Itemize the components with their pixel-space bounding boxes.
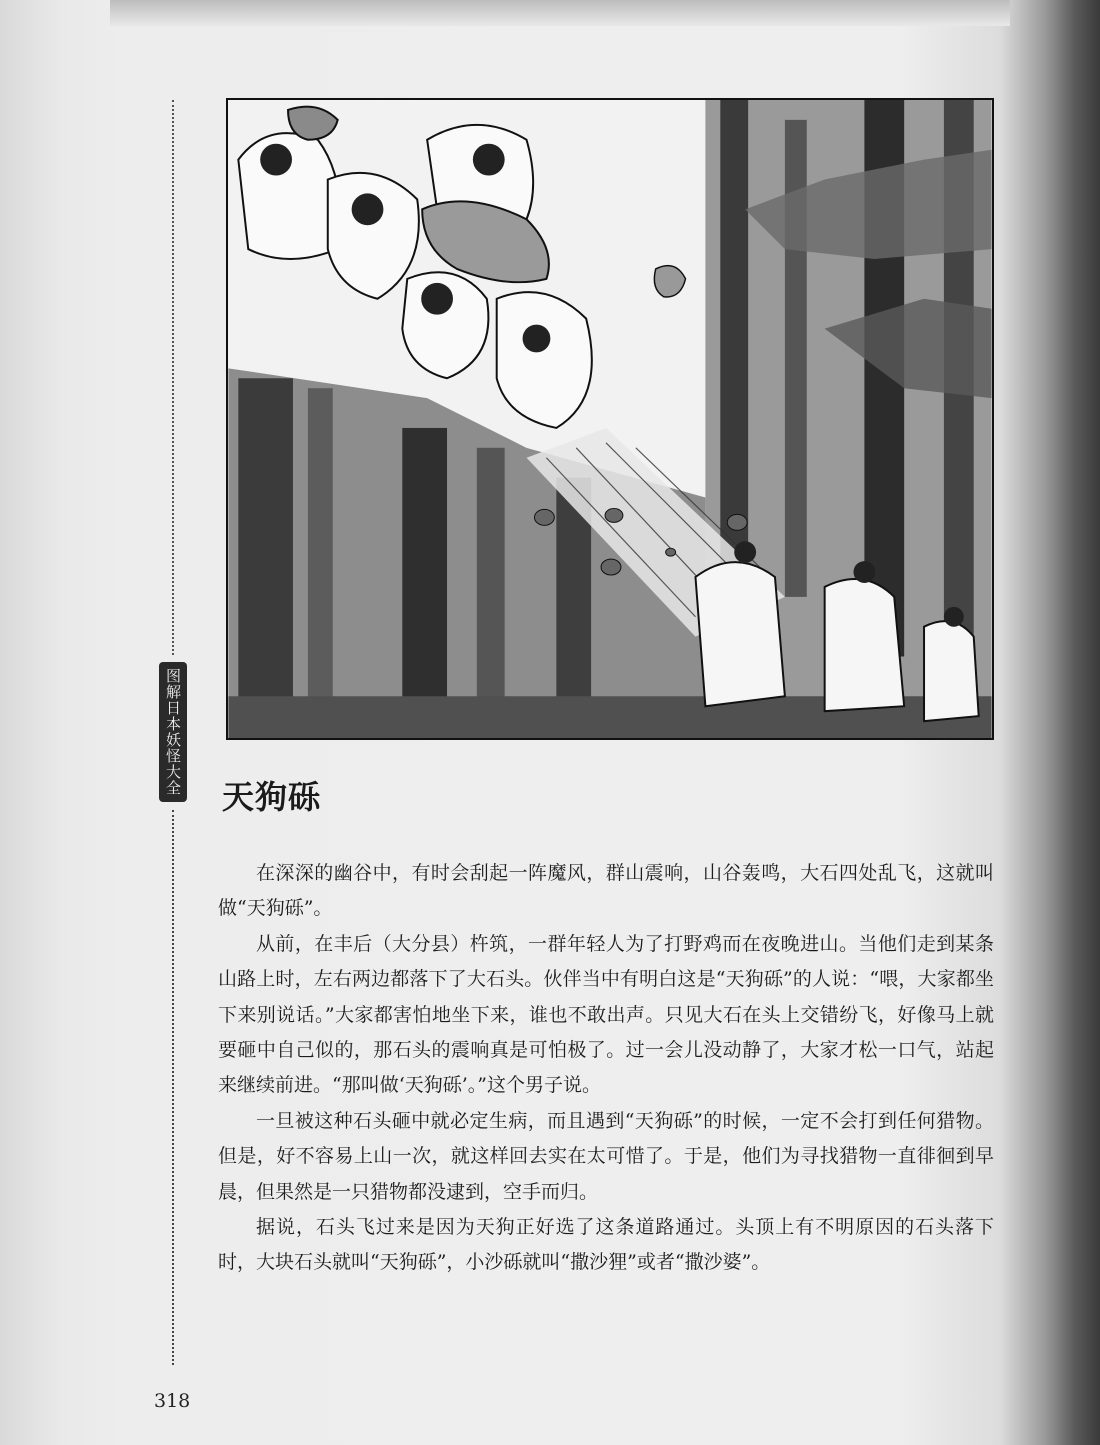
article-body (218, 856, 994, 1281)
paragraph: 据说，石头飞过来是因为天狗正好选了这条道路通过。头顶上有不明原因的石头落下时，大块石头就叫“天狗砾”，小沙砾就叫“撒沙狸”或者“撒沙婆”。 (218, 1216, 994, 1274)
page-edge (110, 0, 1010, 26)
margin-dots-upper (172, 100, 174, 655)
paragraph: 一旦被这种石头砸中就必定生病，而且遇到“天狗砾”的时候，一定不会打到任何猎物。但是，好不容易上山一次，就这样回去实在太可惜了。于是，他们为寻找猎物一直徘徊到早晨，但果然是一只猎物都没逮到，空手而归。 (218, 1109, 994, 1203)
book-series-tab: 图解日本妖怪大全 (159, 662, 187, 802)
margin-dots-lower (172, 810, 174, 1365)
illustration-drawing (228, 100, 992, 738)
paragraph: 在深深的幽谷中，有时会刮起一阵魔风，群山震响，山谷轰鸣，大石四处乱飞，这就叫做“天狗砾”。 (218, 862, 994, 920)
illustration-tengu-stones (226, 98, 994, 740)
article-title: 天狗砾 (222, 778, 322, 816)
page-number: 318 (154, 1390, 191, 1412)
paragraph: 从前，在丰后（大分县）杵筑，一群年轻人为了打野鸡而在夜晚进山。当他们走到某条山路上时，左右两边都落下了大石头。伙伴当中有明白这是“天狗砾”的人说：“喂，大家都坐下来别说话。”大家都害怕地坐下来，谁也不敢出声。只见大石在头上交错纷飞，好像马上就要砸中自己似的，那石头的震响真是可怕极了。过一会儿没动静了，大家才松一口气，站起来继续前进。“那叫做‘天狗砾’。”这个男子说。 (218, 932, 994, 1097)
